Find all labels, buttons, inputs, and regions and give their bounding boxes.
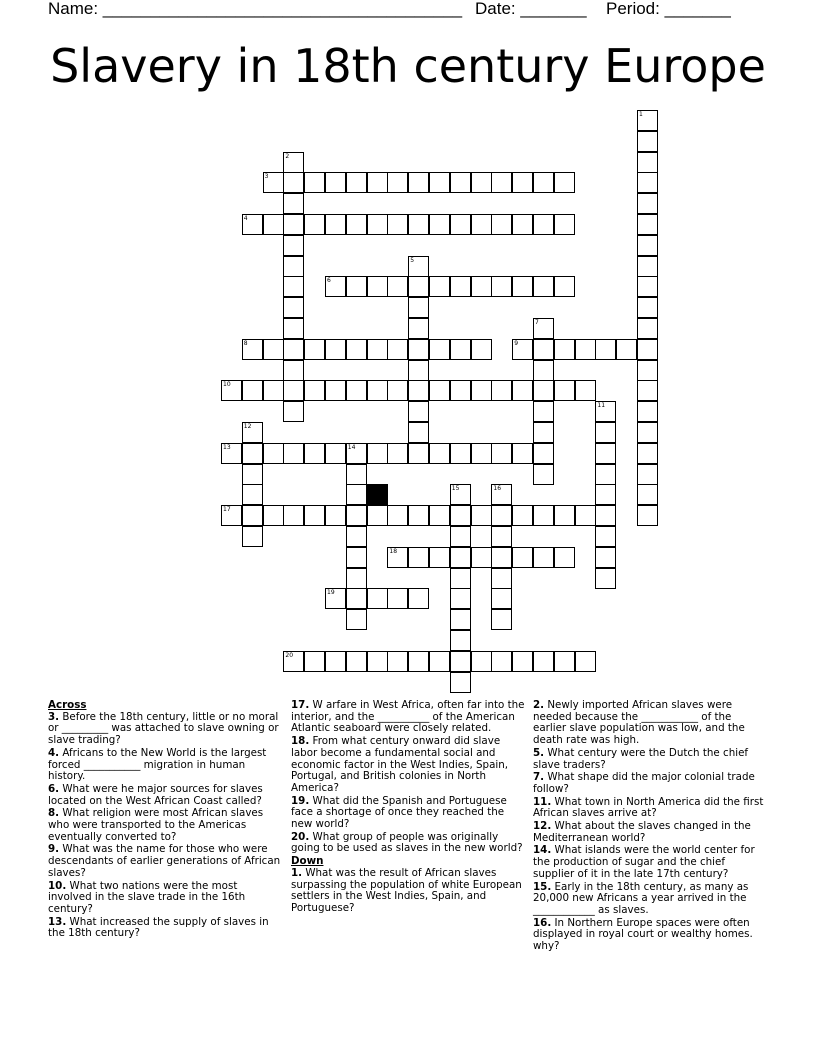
grid-cell[interactable]	[450, 443, 471, 464]
clue-number-label: 20	[285, 651, 294, 659]
down-clue	[533, 845, 767, 880]
grid-cell[interactable]	[325, 214, 346, 235]
grid-cell[interactable]	[450, 609, 471, 630]
grid-cell[interactable]	[408, 276, 429, 297]
grid-cell[interactable]	[408, 339, 429, 360]
across-clue	[291, 736, 525, 795]
grid-cell[interactable]	[491, 547, 512, 568]
across-clue	[48, 712, 282, 747]
grid-cell[interactable]	[346, 214, 367, 235]
grid-cell[interactable]	[450, 672, 471, 693]
grid-cell[interactable]	[346, 547, 367, 568]
grid-cell[interactable]	[242, 380, 263, 401]
grid-cell[interactable]	[491, 588, 512, 609]
clue-text: Before the 18th century, little or no moral or _________ was attached to slave owning or slave trading?	[48, 710, 279, 747]
clue-number: 14.	[533, 844, 552, 857]
grid-cell[interactable]	[367, 276, 388, 297]
grid-cell[interactable]	[575, 339, 596, 360]
grid-cell[interactable]	[533, 547, 554, 568]
grid-cell[interactable]	[367, 380, 388, 401]
grid-cell[interactable]	[429, 214, 450, 235]
grid-cell[interactable]	[491, 651, 512, 672]
grid-cell[interactable]	[533, 360, 554, 381]
grid-cell[interactable]	[304, 505, 325, 526]
grid-cell[interactable]	[471, 214, 492, 235]
grid-cell[interactable]	[533, 401, 554, 422]
grid-cell[interactable]	[304, 651, 325, 672]
grid-cell[interactable]	[263, 380, 284, 401]
across-clue	[291, 700, 525, 735]
grid-cell[interactable]	[512, 380, 533, 401]
grid-cell[interactable]	[387, 214, 408, 235]
down-clue	[533, 797, 767, 820]
grid-cell[interactable]	[387, 588, 408, 609]
grid-cell[interactable]	[346, 380, 367, 401]
down-clue	[533, 700, 767, 747]
clue-number: 17.	[291, 699, 310, 711]
clue-column-1	[48, 700, 282, 941]
clue-number-label: 13	[223, 443, 231, 451]
grid-cell[interactable]	[491, 380, 512, 401]
grid-cell[interactable]	[429, 547, 450, 568]
grid-cell[interactable]	[325, 505, 346, 526]
down-clue	[533, 882, 767, 917]
grid-cell[interactable]	[512, 651, 533, 672]
grid-cell[interactable]	[429, 172, 450, 193]
clue-text: From what century onward did slave labor become a fundamental social and economic factor in the West Indies, Spain, Portugal, and British colonies in North America?	[291, 735, 509, 794]
grid-cell[interactable]	[637, 339, 658, 360]
clue-number: 9.	[48, 843, 60, 856]
clue-number: 15.	[533, 880, 552, 893]
clue-number: 8.	[48, 807, 60, 820]
grid-cell[interactable]	[304, 443, 325, 464]
grid-cell[interactable]	[283, 172, 304, 193]
grid-cell[interactable]	[533, 214, 554, 235]
grid-cell[interactable]	[637, 380, 658, 401]
grid-cell[interactable]	[242, 505, 263, 526]
grid-cell[interactable]	[408, 214, 429, 235]
grid-cell[interactable]	[346, 609, 367, 630]
clue-number-label: 16	[493, 485, 502, 493]
grid-cell[interactable]	[512, 172, 533, 193]
grid-cell[interactable]	[387, 443, 408, 464]
grid-cell[interactable]	[637, 484, 658, 505]
grid-cell[interactable]	[408, 401, 429, 422]
clue-number: 11.	[533, 795, 552, 808]
across-clue	[291, 832, 525, 855]
grid-cell[interactable]	[346, 276, 367, 297]
clue-number-label: 6	[327, 277, 331, 285]
grid-cell[interactable]	[263, 443, 284, 464]
clue-text: W arfare in West Africa, often far into the interior, and the __________ of the American Atlantic seaboard were closely related.	[291, 699, 525, 735]
grid-cell[interactable]	[471, 505, 492, 526]
grid-cell[interactable]	[387, 276, 408, 297]
grid-cell[interactable]	[346, 651, 367, 672]
grid-cell[interactable]	[554, 651, 575, 672]
clue-text: What town in North America did the first African slaves arrive at?	[533, 795, 764, 820]
grid-cell[interactable]	[637, 443, 658, 464]
grid-cell[interactable]	[408, 172, 429, 193]
across-clue	[48, 748, 282, 783]
grid-cell[interactable]	[616, 339, 637, 360]
grid-cell[interactable]	[595, 422, 616, 443]
grid-cell[interactable]	[491, 568, 512, 589]
grid-cell[interactable]	[367, 588, 388, 609]
grid-cell[interactable]	[304, 380, 325, 401]
grid-cell[interactable]	[367, 339, 388, 360]
clue-text: Africans to the New World is the largest forced ___________ migration in human history.	[48, 746, 267, 783]
grid-cell[interactable]	[491, 276, 512, 297]
grid-cell[interactable]	[387, 172, 408, 193]
period-field[interactable]: Period: _______	[606, 0, 731, 18]
grid-cell[interactable]	[408, 651, 429, 672]
grid-cell[interactable]	[491, 172, 512, 193]
grid-cell[interactable]	[346, 505, 367, 526]
down-heading: Down	[291, 855, 324, 868]
clue-number: 1.	[291, 866, 303, 879]
clue-number: 4.	[48, 746, 60, 759]
clue-list	[0, 700, 816, 1056]
grid-cell[interactable]	[367, 214, 388, 235]
grid-cell[interactable]	[533, 339, 554, 360]
clue-text: What were he major sources for slaves located on the West African Coast called?	[48, 782, 263, 807]
grid-cell[interactable]	[346, 339, 367, 360]
grid-cell[interactable]	[304, 172, 325, 193]
grid-cell[interactable]	[408, 422, 429, 443]
grid-cell[interactable]	[637, 131, 658, 152]
name-field[interactable]: Name: ______________________________________	[48, 0, 463, 18]
grid-cell[interactable]	[346, 588, 367, 609]
clue-number-label: 8	[243, 339, 248, 347]
grid-cell[interactable]	[637, 193, 658, 214]
grid-cell[interactable]	[471, 339, 492, 360]
grid-cell[interactable]	[283, 276, 304, 297]
grid-cell[interactable]	[471, 380, 492, 401]
clue-number: 20.	[291, 830, 310, 843]
across-clue	[48, 881, 282, 916]
clue-number-label: 4	[243, 215, 248, 222]
clue-text: Early in the 18th century, as many as 20,000 new Africans a year arrived in the ____________ as slaves.	[533, 880, 749, 916]
grid-cell[interactable]	[471, 172, 492, 193]
grid-cell[interactable]	[595, 526, 616, 547]
grid-cell[interactable]	[450, 630, 471, 651]
blocked-cell	[367, 484, 388, 505]
grid-cell[interactable]	[637, 256, 658, 277]
grid-cell[interactable]	[429, 276, 450, 297]
clue-text: What group of people was originally going to be used as slaves in the new world?	[291, 830, 523, 855]
down-clue	[533, 772, 767, 795]
grid-cell[interactable]	[263, 214, 284, 235]
grid-cell[interactable]	[595, 443, 616, 464]
grid-cell[interactable]	[408, 360, 429, 381]
clue-text: What century were the Dutch the chief slave traders?	[533, 746, 749, 771]
grid-cell[interactable]	[346, 526, 367, 547]
grid-cell[interactable]	[346, 484, 367, 505]
grid-cell[interactable]	[637, 152, 658, 173]
grid-cell[interactable]	[554, 214, 575, 235]
grid-cell[interactable]	[491, 214, 512, 235]
grid-cell[interactable]	[367, 505, 388, 526]
grid-cell[interactable]	[450, 526, 471, 547]
clue-number: 16.	[533, 916, 552, 929]
grid-cell[interactable]	[450, 339, 471, 360]
clue-text: What about the slaves changed in the Mediterranean world?	[533, 820, 751, 844]
grid-cell[interactable]	[450, 380, 471, 401]
grid-cell[interactable]	[471, 276, 492, 297]
clue-text: What two nations were the most involved in the slave trade in the 16th century?	[48, 879, 246, 915]
grid-cell[interactable]	[367, 443, 388, 464]
grid-cell[interactable]	[283, 360, 304, 381]
grid-cell[interactable]	[367, 651, 388, 672]
grid-cell[interactable]	[533, 505, 554, 526]
across-clue	[291, 796, 525, 831]
grid-cell[interactable]	[533, 422, 554, 443]
clue-text: In Northern Europe spaces were often displayed in royal court or wealthy homes. why?	[533, 916, 753, 953]
grid-cell[interactable]	[283, 193, 304, 214]
clue-text: What shape did the major colonial trade follow?	[533, 771, 755, 795]
grid-cell[interactable]	[408, 505, 429, 526]
grid-cell[interactable]	[533, 464, 554, 485]
across-clue	[48, 808, 282, 843]
grid-cell[interactable]	[533, 651, 554, 672]
down-clue	[291, 868, 525, 915]
grid-cell[interactable]	[387, 380, 408, 401]
grid-cell[interactable]	[325, 380, 346, 401]
clue-column-3	[533, 700, 767, 954]
grid-cell[interactable]	[429, 505, 450, 526]
grid-cell[interactable]	[533, 380, 554, 401]
grid-cell[interactable]	[637, 235, 658, 256]
grid-cell[interactable]	[408, 547, 429, 568]
clue-number: 6.	[48, 782, 60, 795]
grid-cell[interactable]	[263, 505, 284, 526]
grid-cell[interactable]	[242, 484, 263, 505]
grid-cell[interactable]	[595, 547, 616, 568]
grid-cell[interactable]	[429, 651, 450, 672]
grid-cell[interactable]	[283, 297, 304, 318]
grid-cell[interactable]	[637, 464, 658, 485]
grid-cell[interactable]	[283, 339, 304, 360]
clue-text: Newly imported African slaves were needed because the ___________ of the earlier slave population was low, and the death rate was high.	[533, 699, 745, 747]
clue-number: 5.	[533, 746, 545, 759]
grid-cell[interactable]	[533, 276, 554, 297]
clue-number-label: 19	[327, 589, 335, 597]
grid-cell[interactable]	[595, 505, 616, 526]
grid-cell[interactable]	[450, 172, 471, 193]
grid-cell[interactable]	[512, 276, 533, 297]
clue-number: 19.	[291, 794, 310, 807]
clue-number-label: 10	[223, 381, 231, 389]
grid-cell[interactable]	[491, 609, 512, 630]
grid-cell[interactable]	[595, 484, 616, 505]
clue-text: What islands were the world center for the production of sugar and the chief supplier of it in the late 17th century?	[533, 844, 755, 880]
grid-cell[interactable]	[283, 401, 304, 422]
clue-number-label: 17	[223, 506, 231, 514]
clue-number-label: 18	[389, 547, 398, 555]
grid-cell[interactable]	[429, 380, 450, 401]
grid-cell[interactable]	[429, 339, 450, 360]
grid-cell[interactable]	[491, 526, 512, 547]
grid-cell[interactable]	[471, 651, 492, 672]
clue-number: 3.	[48, 710, 60, 723]
grid-cell[interactable]	[242, 526, 263, 547]
grid-cell[interactable]	[304, 214, 325, 235]
grid-cell[interactable]	[283, 256, 304, 277]
grid-cell[interactable]	[325, 651, 346, 672]
clue-number-label: 2	[285, 152, 290, 160]
down-clue	[533, 821, 767, 844]
clue-number: 18.	[291, 735, 310, 748]
grid-cell[interactable]	[429, 443, 450, 464]
clue-text: What was the result of African slaves surpassing the population of white European settlers in the West Indies, Spain, and Portuguese?	[291, 866, 522, 914]
grid-cell[interactable]	[637, 318, 658, 339]
clue-number: 2.	[533, 699, 545, 711]
down-clue	[533, 918, 767, 953]
grid-cell[interactable]	[554, 339, 575, 360]
grid-cell[interactable]	[408, 380, 429, 401]
across-clue	[48, 917, 282, 940]
clue-number-label: 11	[597, 402, 606, 410]
clue-number-label: 5	[410, 256, 415, 264]
grid-cell[interactable]	[450, 588, 471, 609]
across-clue	[48, 784, 282, 807]
grid-cell[interactable]	[595, 339, 616, 360]
grid-cell[interactable]	[637, 214, 658, 235]
grid-cell[interactable]	[471, 547, 492, 568]
grid-cell[interactable]	[325, 172, 346, 193]
grid-cell[interactable]	[408, 443, 429, 464]
grid-cell[interactable]	[346, 464, 367, 485]
across-heading: Across	[48, 699, 87, 711]
clue-text: What increased the supply of slaves in the 18th century?	[48, 915, 269, 940]
grid-cell[interactable]	[554, 172, 575, 193]
grid-cell[interactable]	[450, 505, 471, 526]
grid-cell[interactable]	[408, 588, 429, 609]
grid-cell[interactable]	[491, 443, 512, 464]
clue-number-label: 3	[264, 173, 269, 181]
clue-number: 7.	[533, 771, 545, 784]
grid-cell[interactable]	[283, 505, 304, 526]
grid-cell[interactable]	[554, 380, 575, 401]
grid-cell[interactable]	[575, 380, 596, 401]
clue-text: What did the Spanish and Portuguese face a shortage of once they reached the new world?	[291, 794, 507, 831]
clue-column-2	[291, 700, 525, 916]
grid-cell[interactable]	[637, 172, 658, 193]
grid-cell[interactable]	[491, 505, 512, 526]
grid-cell[interactable]	[512, 214, 533, 235]
grid-cell[interactable]	[325, 443, 346, 464]
grid-cell[interactable]	[554, 547, 575, 568]
grid-cell[interactable]	[346, 172, 367, 193]
grid-cell[interactable]	[450, 568, 471, 589]
grid-cell[interactable]	[346, 568, 367, 589]
grid-cell[interactable]	[595, 568, 616, 589]
grid-cell[interactable]	[533, 172, 554, 193]
grid-cell[interactable]	[283, 214, 304, 235]
clue-number-label: 7	[535, 319, 539, 326]
grid-cell[interactable]	[283, 235, 304, 256]
grid-cell[interactable]	[554, 276, 575, 297]
grid-cell[interactable]	[408, 297, 429, 318]
grid-cell[interactable]	[387, 651, 408, 672]
clue-number: 12.	[533, 820, 552, 833]
grid-cell[interactable]	[575, 651, 596, 672]
grid-cell[interactable]	[283, 380, 304, 401]
page-title: Slavery in 18th century Europe	[50, 39, 766, 93]
clue-number: 10.	[48, 879, 67, 892]
clue-number-label: 14	[347, 443, 356, 451]
grid-cell[interactable]	[242, 443, 263, 464]
grid-cell[interactable]	[575, 505, 596, 526]
clue-text: What was the name for those who were descendants of earlier generations of African slaves?	[48, 843, 281, 879]
clue-number-label: 9	[514, 339, 519, 347]
clue-number-label: 15	[451, 485, 460, 493]
grid-cell[interactable]	[387, 505, 408, 526]
clue-text: What religion were most African slaves who were transported to the Americas eventually converted to?	[48, 807, 264, 843]
grid-cell[interactable]	[263, 339, 284, 360]
grid-cell[interactable]	[283, 318, 304, 339]
clue-number-label: 12	[243, 423, 252, 430]
grid-cell[interactable]	[450, 651, 471, 672]
grid-cell[interactable]	[304, 339, 325, 360]
down-clue	[533, 748, 767, 771]
grid-cell[interactable]	[283, 443, 304, 464]
date-field[interactable]: Date: _______	[475, 0, 587, 18]
grid-cell[interactable]	[637, 505, 658, 526]
grid-cell[interactable]	[637, 297, 658, 318]
grid-cell[interactable]	[471, 443, 492, 464]
grid-cell[interactable]	[637, 276, 658, 297]
grid-cell[interactable]	[408, 318, 429, 339]
grid-cell[interactable]	[450, 214, 471, 235]
grid-cell[interactable]	[387, 339, 408, 360]
grid-cell[interactable]	[533, 443, 554, 464]
grid-cell[interactable]	[450, 276, 471, 297]
grid-cell[interactable]	[637, 401, 658, 422]
grid-cell[interactable]	[512, 505, 533, 526]
grid-cell[interactable]	[554, 505, 575, 526]
grid-cell[interactable]	[242, 464, 263, 485]
across-clue	[48, 844, 282, 879]
grid-cell[interactable]	[595, 464, 616, 485]
grid-cell[interactable]	[367, 172, 388, 193]
clue-number-label: 1	[639, 111, 643, 118]
grid-cell[interactable]	[512, 547, 533, 568]
grid-cell[interactable]	[637, 360, 658, 381]
grid-cell[interactable]	[637, 422, 658, 443]
clue-number: 13.	[48, 915, 67, 928]
grid-cell[interactable]	[325, 339, 346, 360]
grid-cell[interactable]	[512, 443, 533, 464]
grid-cell[interactable]	[450, 547, 471, 568]
